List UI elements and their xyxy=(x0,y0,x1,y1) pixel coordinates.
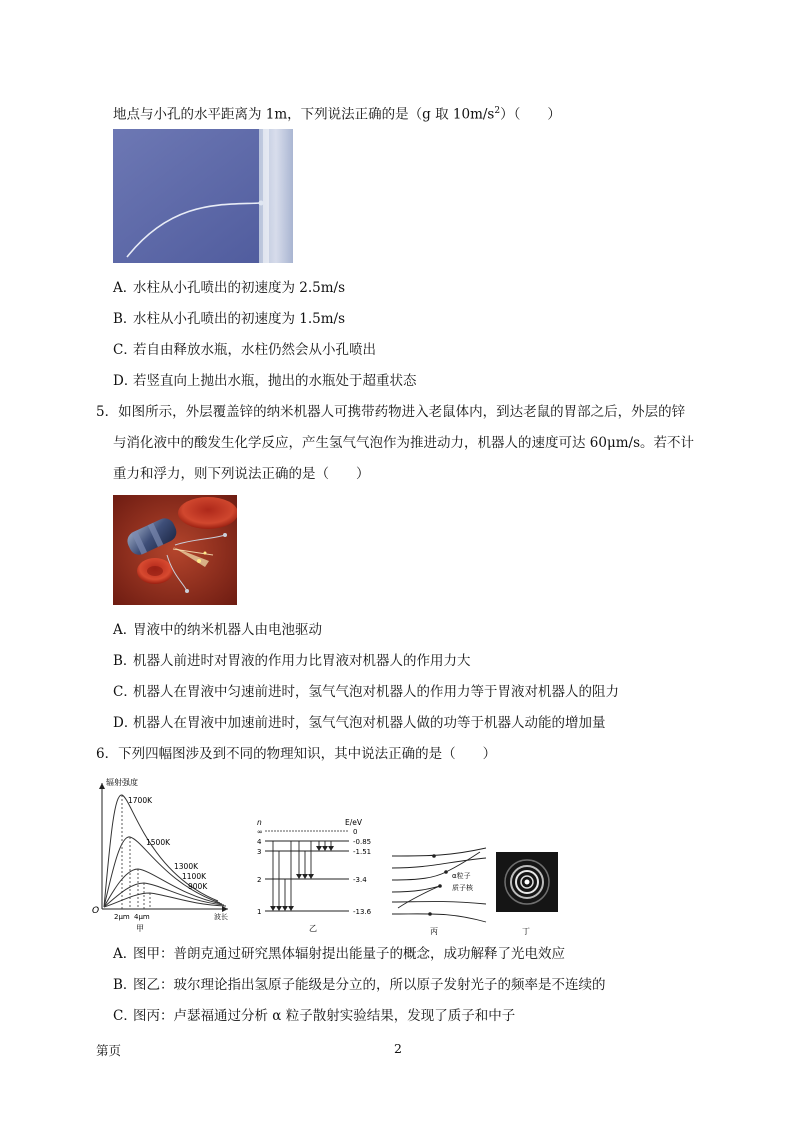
level-3-e: -1.51 xyxy=(353,848,372,856)
q4-stem-superscript: 2 xyxy=(494,106,501,116)
origin-label: O xyxy=(92,906,100,916)
level-4-n: 4 xyxy=(257,838,262,846)
option-label: C． xyxy=(113,1008,137,1024)
curve-label-1100k: 1100K xyxy=(182,872,207,881)
nano-robot-image xyxy=(113,495,237,605)
level-2-n: 2 xyxy=(257,876,262,884)
q6-option-a xyxy=(113,944,565,964)
level-inf-e: 0 xyxy=(353,828,358,836)
q5-stem-line-3: 重力和浮力，则下列说法正确的是（ ） xyxy=(113,466,370,482)
q4-option-b xyxy=(113,309,345,329)
xtick-2um: 2μm xyxy=(114,913,130,921)
option-label: D． xyxy=(113,373,138,389)
option-text: 若自由释放水瓶，水柱仍然会从小孔喷出 xyxy=(133,342,376,358)
q6-option-c xyxy=(113,1006,515,1026)
option-text: 胃液中的纳米机器人由电池驱动 xyxy=(133,622,322,638)
option-label: A． xyxy=(113,280,137,296)
figure-diffraction xyxy=(492,850,564,937)
q4-option-d xyxy=(113,371,417,391)
option-text: 水柱从小孔喷出的初速度为 2.5m/s xyxy=(133,280,346,296)
level-1-n: 1 xyxy=(257,908,262,916)
option-label: A． xyxy=(113,946,137,962)
caption-ding: 丁 xyxy=(522,927,530,936)
nucleus-label: 质子核 xyxy=(452,884,473,892)
option-text: 若竖直向上抛出水瓶，抛出的水瓶处于超重状态 xyxy=(133,373,417,389)
option-label: C． xyxy=(113,684,137,700)
q4-stem-bracket: ）（ ） xyxy=(500,106,561,123)
q4-stem-tail xyxy=(113,101,561,125)
curve-label-1300k: 1300K xyxy=(174,862,199,871)
curve-label-1700k: 1700K xyxy=(128,796,153,805)
level-2-e: -3.4 xyxy=(353,876,367,884)
q4-stem-text: 地点与小孔的水平距离为 1m，下列说法正确的是（g 取 10m/s xyxy=(113,106,495,123)
curve-label-900k: 900K xyxy=(188,882,208,891)
curve-label-1500k: 1500K xyxy=(146,838,171,847)
option-text: 图甲：普朗克通过研究黑体辐射提出能量子的概念，成功解释了光电效应 xyxy=(133,946,565,962)
level-1-e: -13.6 xyxy=(353,908,372,916)
caption-yi: 乙 xyxy=(309,924,317,933)
q6-option-b xyxy=(113,975,606,995)
caption-jia: 甲 xyxy=(136,924,144,933)
water-jet-photo xyxy=(113,129,293,263)
level-inf-n: ∞ xyxy=(257,828,263,836)
q5-stem-line-1: 5．如图所示，外层覆盖锌的纳米机器人可携带药物进入老鼠体内，到达老鼠的胃部之后，外层的锌 xyxy=(96,404,686,420)
option-label: C． xyxy=(113,342,137,358)
q4-option-c xyxy=(113,340,376,360)
option-label: D． xyxy=(113,715,138,731)
caption-bing: 丙 xyxy=(430,927,438,936)
option-text: 机器人在胃液中匀速前进时，氢气气泡对机器人的作用力等于胃液对机器人的阻力 xyxy=(133,684,619,700)
figure-alpha-scattering xyxy=(390,842,490,937)
level-4-e: -0.85 xyxy=(353,838,372,846)
option-text: 机器人前进时对胃液的作用力比胃液对机器人的作用力大 xyxy=(133,653,471,669)
option-text: 机器人在胃液中加速前进时，氢气气泡对机器人做的功等于机器人动能的增加量 xyxy=(133,715,606,731)
xtick-4um: 4μm xyxy=(134,913,150,921)
blackbody-ylabel: 辐射强度 xyxy=(106,778,138,787)
q5-option-c xyxy=(113,682,619,702)
alpha-particle-label: α粒子 xyxy=(452,872,471,880)
q5-option-a xyxy=(113,620,322,640)
option-text: 图乙：玻尔理论指出氢原子能级是分立的，所以原子发射光子的频率是不连续的 xyxy=(133,977,606,993)
q5-stem-line-2: 与消化液中的酸发生化学反应，产生氢气气泡作为推进动力，机器人的速度可达 60μm/s。若不计 xyxy=(113,435,695,451)
figure-energy-levels xyxy=(253,815,393,937)
option-label: B． xyxy=(113,311,137,327)
option-text: 图丙：卢瑟福通过分析 α 粒子散射实验结果，发现了质子和中子 xyxy=(133,1008,516,1024)
option-label: A． xyxy=(113,622,137,638)
q4-option-a xyxy=(113,278,345,298)
q5-option-d xyxy=(113,713,606,733)
q5-option-b xyxy=(113,651,471,671)
q6-stem: 6．下列四幅图涉及到不同的物理知识，其中说法正确的是（ ） xyxy=(96,746,497,762)
page-number: 2 xyxy=(394,1041,402,1056)
figure-blackbody xyxy=(88,773,238,935)
level-3-n: 3 xyxy=(257,848,262,856)
footer-left: 第页 xyxy=(96,1043,122,1058)
blackbody-xlabel: 波长 xyxy=(214,913,228,921)
option-text: 水柱从小孔喷出的初速度为 1.5m/s xyxy=(133,311,346,327)
option-label: B． xyxy=(113,653,137,669)
n-axis-label: n xyxy=(257,818,262,827)
option-label: B． xyxy=(113,977,137,993)
energy-axis-label: E/eV xyxy=(345,818,363,827)
